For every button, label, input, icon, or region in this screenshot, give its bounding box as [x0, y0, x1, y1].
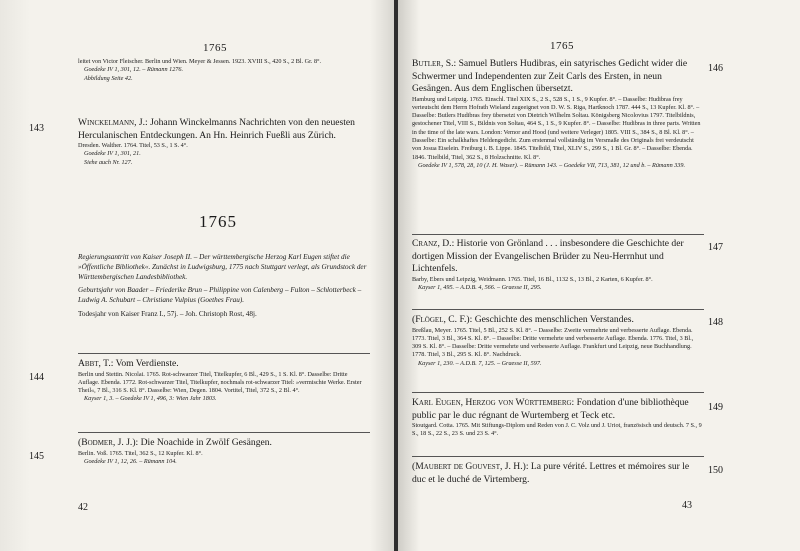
entry-ref: Kayser 1, 230. – A.D.B. 7, 125. – Graesse II, 597. [418, 359, 542, 367]
entry-150 [412, 461, 704, 486]
running-head-left: 1765 [203, 42, 227, 54]
entry-title: Vom Verdienste. [115, 358, 179, 369]
entry-title: Johann Winckelmanns Nachrichten von den neuesten Herculanischen Entdeckungen. An Hn. Heinrich Fueßli aus Zürich. [78, 117, 355, 141]
entry-author: Winckelmann, J.: [78, 117, 148, 128]
entry-detail: Berlin und Stettin. Nicolai. 1765. Rot-schwarzer Titel, Titelkupfer, 6 Bl., 429 S., 1 S. Kl. 8°. Dasselbe: Dritte Auflage. Ebenda. 1772. Rot-schwarzer Titel, Titelkupfer, nochmals rot-schwarzer Titel: »vermischte Werke. Erster Theil«, 7 Bl., 316 S. Kl. 8°. Dasselbe: Wien, Degen. 1804. Vortitel, Titel, 372 S., 2 Bl. 4°. [78, 370, 362, 395]
running-head-right: 1765 [550, 40, 574, 52]
entry-number: 146 [708, 63, 723, 74]
entry-author: Abbt, T.: [78, 358, 114, 369]
entry-number: 148 [708, 317, 723, 328]
entry-number: 149 [708, 402, 723, 413]
entry-title: La pure vérité. Lettres et mémoires sur le duc et le duché de Virtemberg. [412, 461, 690, 485]
entry-title: Geschichte des menschlichen Verstandes. [474, 314, 634, 325]
entry-146 [412, 58, 704, 170]
entry-number: 143 [29, 123, 44, 134]
chronicle-paragraph: Todesjahr von Kaiser Franz I., 57j. – Joh. Christoph Rost, 48j. [78, 309, 257, 318]
entry-144 [78, 358, 370, 404]
chronicle-text [78, 253, 370, 320]
entry-detail: Breßlau, Meyer. 1765. Titel, 5 Bl., 252 S. Kl. 8°. – Dasselbe: Zweite vermehrte und verbesserte Auflage. Ebenda. 1773. Titel, 3 Bl., 364 S. Kl. 8°. – Dasselbe: Dritte vermehrte und verbesserte Auflage. Ebenda. 1776. Titel, 3 Bl., 309 S. Kl. 8°. – Dasselbe: Dritte vermehrte und verbesserte Auflage. Frankfurt und Leipzig, neue Buchhandlung. 1778. Titel, 3 Bl., 295 S. Kl. 8°. Nachdruck. [412, 326, 694, 359]
entry-148 [412, 314, 704, 368]
entry-detail: Dresden. Walther. 1764. Titel, 53 S., 1 S. 4°. [78, 142, 188, 149]
entry-author: (Bodmer, J. J.): [78, 437, 139, 448]
entry-detail: leitet von Victor Fleischer. Berlin und Wien. Meyer & Jessen. 1923. XVIII S., 420 S., 2 Bl. Gr. 8°. [78, 58, 322, 65]
entry-145 [78, 437, 370, 466]
entry-number: 144 [29, 372, 44, 383]
entry-ref: Kayser 1, 495. – A.D.B. 4, 566. – Graesse II, 295. [418, 283, 542, 291]
entry-ref: Abbildung Seite 42. [84, 74, 133, 82]
entry-number: 150 [708, 465, 723, 476]
entry-author: Butler, S.: [412, 58, 457, 69]
section-divider [412, 392, 704, 393]
chronicle-paragraph: Regierungsantritt von Kaiser Joseph II. – Der württembergische Herzog Karl Eugen stiftet die »Öffentliche Bibliothek«. Zunächst in Ludwigsburg, 1775 nach Stuttgart verlegt, als Grundstock der Württembergischen Landesbibliothek. [78, 253, 367, 281]
entry-title: Historie von Grönland . . . insbesondere die Geschichte der dortigen Mission der Evangelischen Brüder zu Neu-Herrnhut und Lichtenfels. [412, 238, 684, 274]
entry-ref: Goedeke IV 1, 12, 26. – Rümann 104. [84, 457, 177, 465]
entry-author: Karl Eugen, Herzog von Württemberg: [412, 397, 575, 408]
left-page [0, 0, 394, 551]
entry-author: (Flögel, C. F.): [412, 314, 473, 325]
entry-detail: Berlin. Voß. 1765. Titel, 362 S., 12 Kupfer. Kl. 8°. [78, 449, 203, 457]
entry-title: Fondation d'une bibliothèque public par le duc régnant de Wurtemberg et Teck etc. [412, 397, 689, 421]
page-number-right: 43 [682, 500, 692, 511]
entry-title: Samuel Butlers Hudibras, ein satyrisches Gedicht wider die Schwermer und Independenten zur Zeit Carls des Ersten, in neun Gesängen. Aus dem Englischen übersetzt. [412, 58, 688, 94]
entry-ref: Goedeke IV 1, 301, 12. – Rümann 1276. [84, 66, 184, 74]
entry-continuation [78, 58, 370, 83]
entry-detail: Stoutgard. Cotta. 1765. Mit Stiftungs-Diplom und Reden von J. C. Volz und J. Uriot, französisch und deutsch. 7 S., 9 S., 18 S., 22 S., 23 S. und 23 S. 4°. [412, 422, 702, 438]
page-number-left: 42 [78, 502, 88, 513]
entry-title: Die Noachide in Zwölf Gesängen. [140, 437, 272, 448]
entry-ref: Goedeke IV 1, 578, 28, 10 (J. H. Waser). – Rümann 143. – Goedeke VII, 713, 381, 12 und b. – Rümann 339. [418, 161, 686, 169]
entry-number: 147 [708, 242, 723, 253]
entry-149 [412, 397, 704, 439]
section-divider [412, 456, 704, 457]
entry-author: (Maubert de Gouvest, J. H.): [412, 461, 529, 472]
entry-ref: Siehe auch Nr. 127. [84, 158, 133, 166]
section-divider [78, 432, 370, 433]
entry-detail: Barby, Ebers und Leipzig, Weidmann. 1765. Titel, 16 Bl., 1132 S., 13 Bl., 2 Karten, 6 Kupfer. 8°. [412, 275, 653, 283]
year-heading: 1765 [199, 212, 237, 231]
chronicle-paragraph: Geburtsjahr von Baader – Friederike Brun – Philippine von Calenberg – Fulton – Schlotterbeck – Ludwig A. Schubart – Christiane Vulpius (Goethes Frau). [78, 286, 362, 305]
entry-author: Cranz, D.: [412, 238, 455, 249]
entry-ref: Goedeke IV 1, 301, 21. [84, 150, 141, 158]
entry-number: 145 [29, 451, 44, 462]
entry-detail: Hamburg und Leipzig. 1765. Einschl. Titel XIX S., 2 S., 528 S., 1 S., 9 Kupfer. 8°. – Dasselbe: Hudibras frey verteutscht dem Herrn Hofrath Wieland zugeeignet von D. W. S. Riga, Hartknoch 1787. 444 S., 13 Kupfer. Kl. 8°. – Dasselbe: Butlers Hudibras frey übersetzt von Dietrich Wilhelm Soltau. Königsberg Nicolovius 1797. Titelbildnis, gestochener Titel, VIII S., Bildnis von Soltau, 464 S., 1 S., 9 Kupfer. 8°. – Dasselbe: Hudibras in three parts. Written in the time of the late wars. London: Vernor and Hood (und weitere Verleger) 1805. VIII S., 384 S., 8 Bl. Kl. 8°. – Dasselbe: Ein schalkhaftes Heldengedicht. Zum erstenmal vollständig im Versmaße des Originals frei verdeutscht von Josua Eiselein. Freiburg i. B. Lippe. 1845. Titelbild, Titel, XLIV S., 299 S., 1 Bl. Gr. 8°. – Dasselbe: Ebenda. 1846. Titelbild, Titel, 362 S., 8 Holzschnitte. Kl. 8°. [412, 95, 701, 161]
entry-147 [412, 238, 704, 292]
right-page [398, 0, 800, 551]
section-divider [412, 234, 704, 235]
section-divider [412, 309, 704, 310]
entry-ref: Kayser 1, 3. – Goedeke IV 1, 496, 3: Wien Jahr 1803. [84, 395, 217, 403]
entry-143 [78, 117, 370, 167]
section-divider [78, 353, 370, 354]
